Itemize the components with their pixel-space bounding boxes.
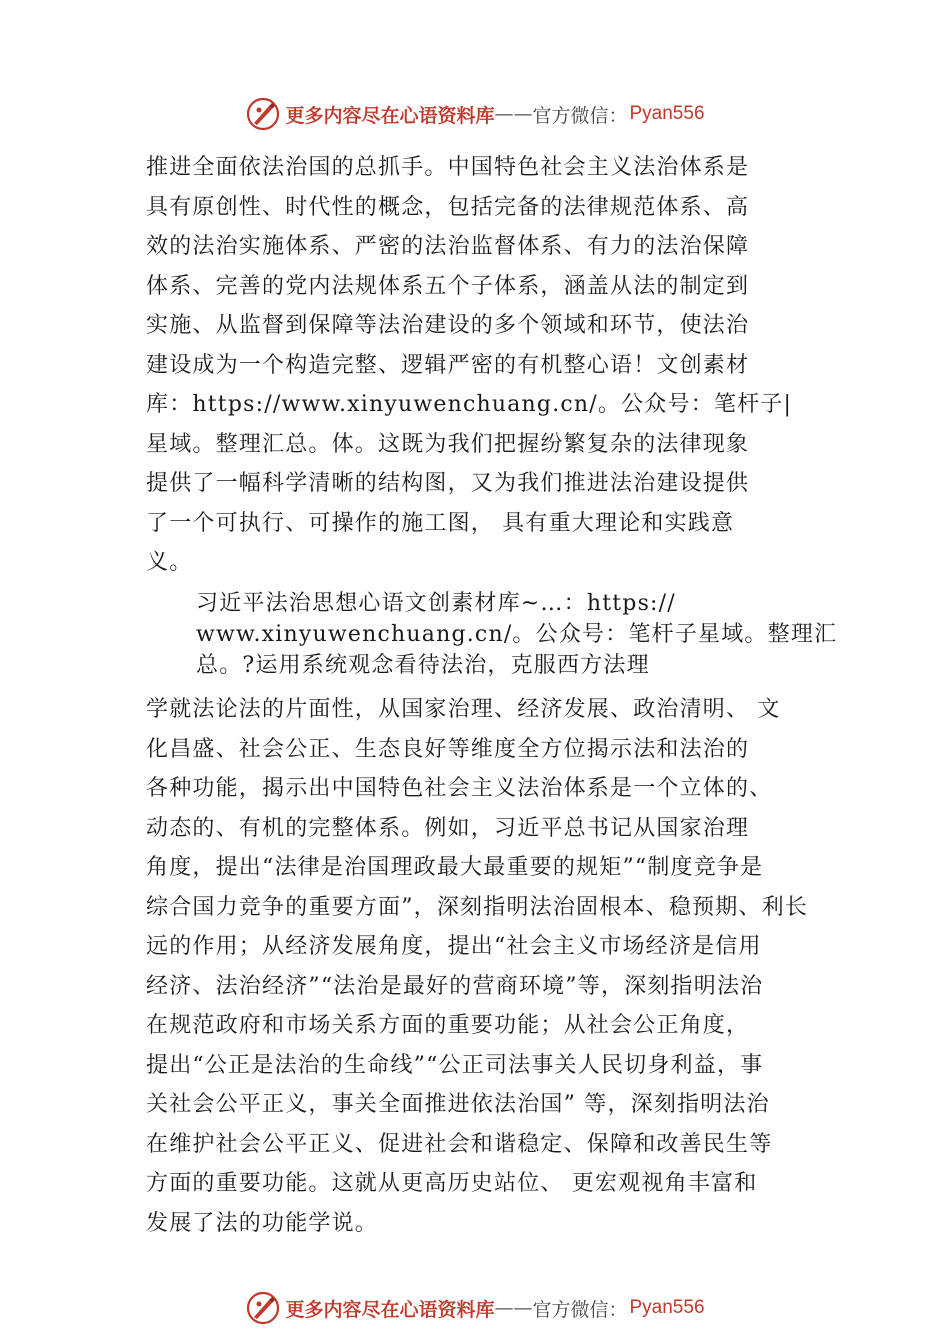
- text-line: 角度，提出“法律是治国理政最大最重要的规矩”“制度竞争是: [146, 855, 764, 880]
- banner-brand-text: 更多内容尽在心语资料库: [285, 104, 495, 127]
- pen-logo-icon: [245, 96, 281, 132]
- banner-separator: ——: [494, 1297, 533, 1319]
- header-banner: [0, 94, 950, 134]
- text-line: 各种功能，揭示出中国特色社会主义法治体系是一个立体的、: [146, 776, 773, 801]
- text-line: 经济、法治经济”“法治是最好的营商环境”等，深刻指明法治: [146, 974, 764, 999]
- banner-label: 官方微信：: [532, 104, 628, 127]
- text-line: 星域。整理汇总。体。这既为我们把握纷繁复杂的法律现象: [146, 432, 750, 457]
- text-line: 关社会公平正义，事关全面推进依法治国” 等，深刻指明法治: [146, 1092, 770, 1117]
- text-line: 具有原创性、时代性的概念，包括完备的法律规范体系、高: [146, 195, 750, 220]
- text-line: 效的法治实施体系、严密的法治监督体系、有力的法治保障: [146, 234, 750, 259]
- text-line: 推进全面依法治国的总抓手。中国特色社会主义法治体系是: [146, 155, 750, 180]
- text-line: 实施、从监督到保障等法治建设的多个领域和环节，使法治: [146, 313, 750, 338]
- text-line: 发展了法的功能学说。: [146, 1211, 379, 1236]
- banner-wechat-id: Pyan556: [629, 1297, 705, 1318]
- text-line: 在规范政府和市场关系方面的重要功能；从社会公正角度，: [146, 1013, 750, 1038]
- text-line: 提出“公正是法治的生命线”“公正司法事关人民切身利益，事: [146, 1053, 764, 1078]
- text-line: 了一个可执行、可操作的施工图， 具有重大理论和实践意: [146, 511, 735, 536]
- text-line: 义。: [146, 550, 193, 575]
- text-line: 建设成为一个构造完整、逻辑严密的有机整心语！文创素材: [146, 353, 750, 378]
- banner-wechat-id: Pyan556: [629, 103, 705, 124]
- pen-logo-icon: [245, 1290, 281, 1326]
- banner-brand-text: 更多内容尽在心语资料库: [285, 1298, 495, 1321]
- text-line: 提供了一幅科学清晰的结构图，又为我们推进法治建设提供: [146, 471, 750, 496]
- quote-line: 习近平法治思想心语文创素材库~…：https://: [196, 591, 676, 616]
- quote-line: www.xinyuwenchuang.cn/。公众号：笔杆子星域。整理汇: [196, 622, 838, 647]
- text-line: 学就法论法的片面性，从国家治理、经济发展、政治清明、 文: [146, 697, 781, 722]
- text-line: 在维护社会公平正义、促进社会和谐稳定、保障和改善民生等: [146, 1132, 773, 1157]
- text-line: 体系、完善的党内法规体系五个子体系，涵盖从法的制定到: [146, 274, 750, 299]
- text-line: 动态的、有机的完整体系。例如，习近平总书记从国家治理: [146, 816, 750, 841]
- text-line: 远的作用；从经济发展角度，提出“社会主义市场经济是信用: [146, 934, 762, 959]
- quote-line: 总。?运用系统观念看待法治，克服西方法理: [196, 653, 650, 678]
- text-line: 库：https://www.xinyuwenchuang.cn/。公众号：笔杆子|: [146, 392, 793, 417]
- footer-banner: [0, 1288, 950, 1328]
- banner-separator: ——: [494, 103, 533, 125]
- banner-label: 官方微信：: [532, 1298, 628, 1321]
- text-line: 化昌盛、社会公正、生态良好等维度全方位揭示法和法治的: [146, 737, 750, 762]
- text-line: 综合国力竞争的重要方面”，深刻指明法治固根本、稳预期、利长: [146, 895, 809, 920]
- text-line: 方面的重要功能。这就从更高历史站位、 更宏观视角丰富和: [146, 1171, 758, 1196]
